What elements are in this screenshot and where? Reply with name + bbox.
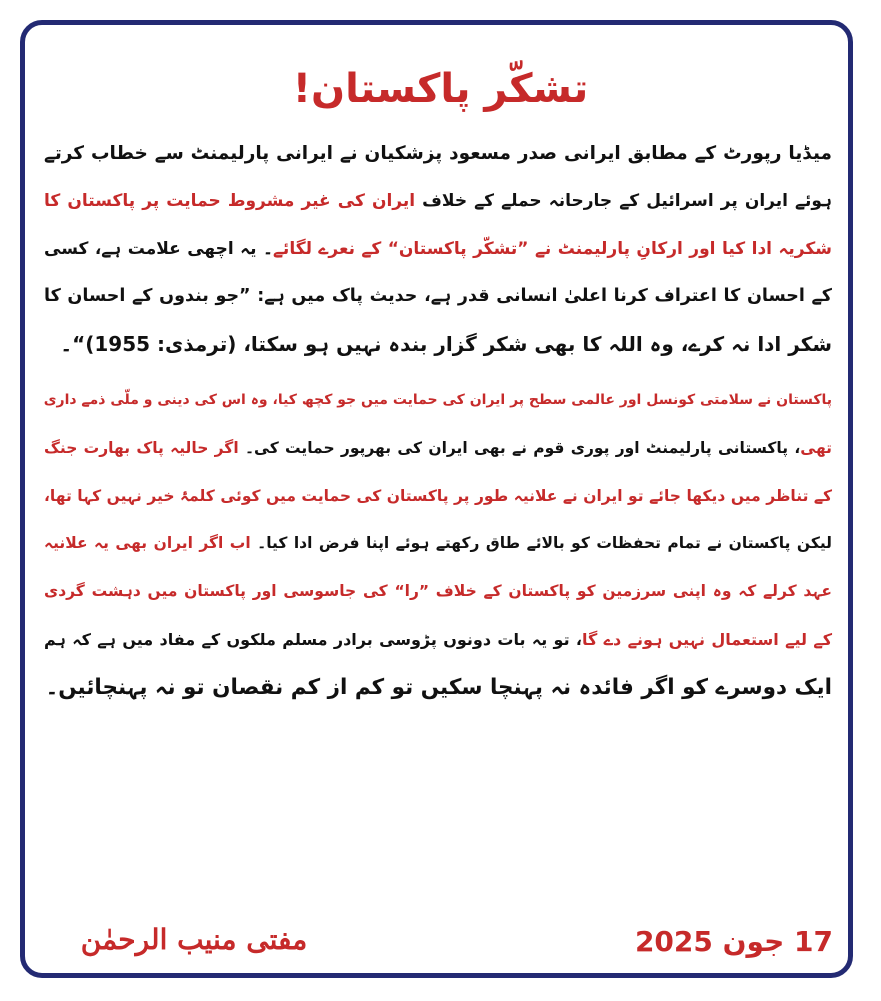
text-line — [44, 616, 832, 664]
publish-date: 17 جون 2025 — [634, 925, 833, 958]
author-signature: مفتی منیب الرحمٰن — [80, 923, 308, 956]
text-line — [44, 178, 832, 226]
text-segment: ایک دوسرے کو اگر فائدہ نہ پہنچا سکیں تو کم از کم نقصان تو نہ پہنچائیں۔ — [45, 674, 832, 700]
text-segment: عہد کرلے کہ وہ اپنی سرزمین کو پاکستان کے خلاف ”را“ کی جاسوسی اور پاکستان میں دہشت گردی — [44, 582, 832, 601]
text-segment: ، تو یہ بات دونوں پڑوسی برادر مسلم ملکوں کے مفاد میں ہے کہ ہم — [44, 629, 583, 649]
text-segment: میڈیا رپورٹ کے مطابق ایرانی صدر مسعود پزشکیان نے ایرانی پارلیمنٹ سے خطاب کرتے — [44, 143, 832, 164]
text-segment: کے تناظر میں دیکھا جائے تو ایران نے علانیہ طور پر پاکستان کی حمایت میں کوئی کلمۂ خیر نہیں کہا تھا، — [44, 486, 832, 505]
text-segment: کے احسان کا اعتراف کرنا اعلیٰ انسانی قدر ہے، حدیث پاک میں ہے: ”جو بندوں کے احسان کا — [44, 286, 832, 307]
text-segment: اب اگر ایران بھی یہ علانیہ — [44, 534, 251, 553]
text-line — [44, 568, 832, 616]
article-title: تشکّر پاکستان! — [292, 66, 589, 112]
text-line — [44, 664, 832, 712]
article-body — [44, 130, 832, 712]
text-segment: ایران کی غیر مشروط حمایت پر پاکستان کا — [44, 190, 416, 211]
text-segment: ہوئے ایران پر اسرائیل کے جارحانہ حملے کے خلاف — [415, 190, 833, 211]
text-line — [44, 425, 832, 473]
text-line — [44, 473, 832, 521]
text-line — [44, 321, 832, 369]
paragraph — [44, 377, 832, 712]
text-line — [44, 226, 832, 274]
text-segment: کے لیے استعمال نہیں ہونے دے گا — [582, 629, 833, 649]
text-segment: اگر حالیہ پاک بھارت جنگ — [44, 438, 239, 457]
text-segment: ۔ یہ اچھی علامت ہے، کسی — [44, 238, 273, 259]
text-segment: شکر ادا نہ کرے، وہ اللہ کا بھی شکر گزار بندہ نہیں ہو سکتا، (ترمذی: 1955)“۔ — [60, 332, 832, 357]
text-segment: شکریہ ادا کیا اور ارکانِ پارلیمنٹ نے ”تشکّر پاکستان“ کے نعرے لگائے — [272, 238, 832, 259]
text-segment: لیکن پاکستان نے تمام تحفظات کو بالائے طاق رکھتے ہوئے اپنا فرض ادا کیا۔ — [250, 534, 832, 553]
text-line — [44, 520, 832, 568]
text-line — [44, 273, 832, 321]
text-segment: تھی — [800, 438, 832, 457]
text-line — [44, 377, 832, 425]
text-line — [44, 130, 832, 178]
paragraph — [44, 130, 832, 369]
text-segment: ، پاکستانی پارلیمنٹ اور پوری قوم نے بھی ایران کی بھرپور حمایت کی۔ — [238, 438, 801, 457]
text-segment: پاکستان نے سلامتی کونسل اور عالمی سطح پر ایران کی حمایت میں جو کچھ کیا، وہ اس کی دینی و ملّی ذمے داری — [43, 391, 832, 408]
